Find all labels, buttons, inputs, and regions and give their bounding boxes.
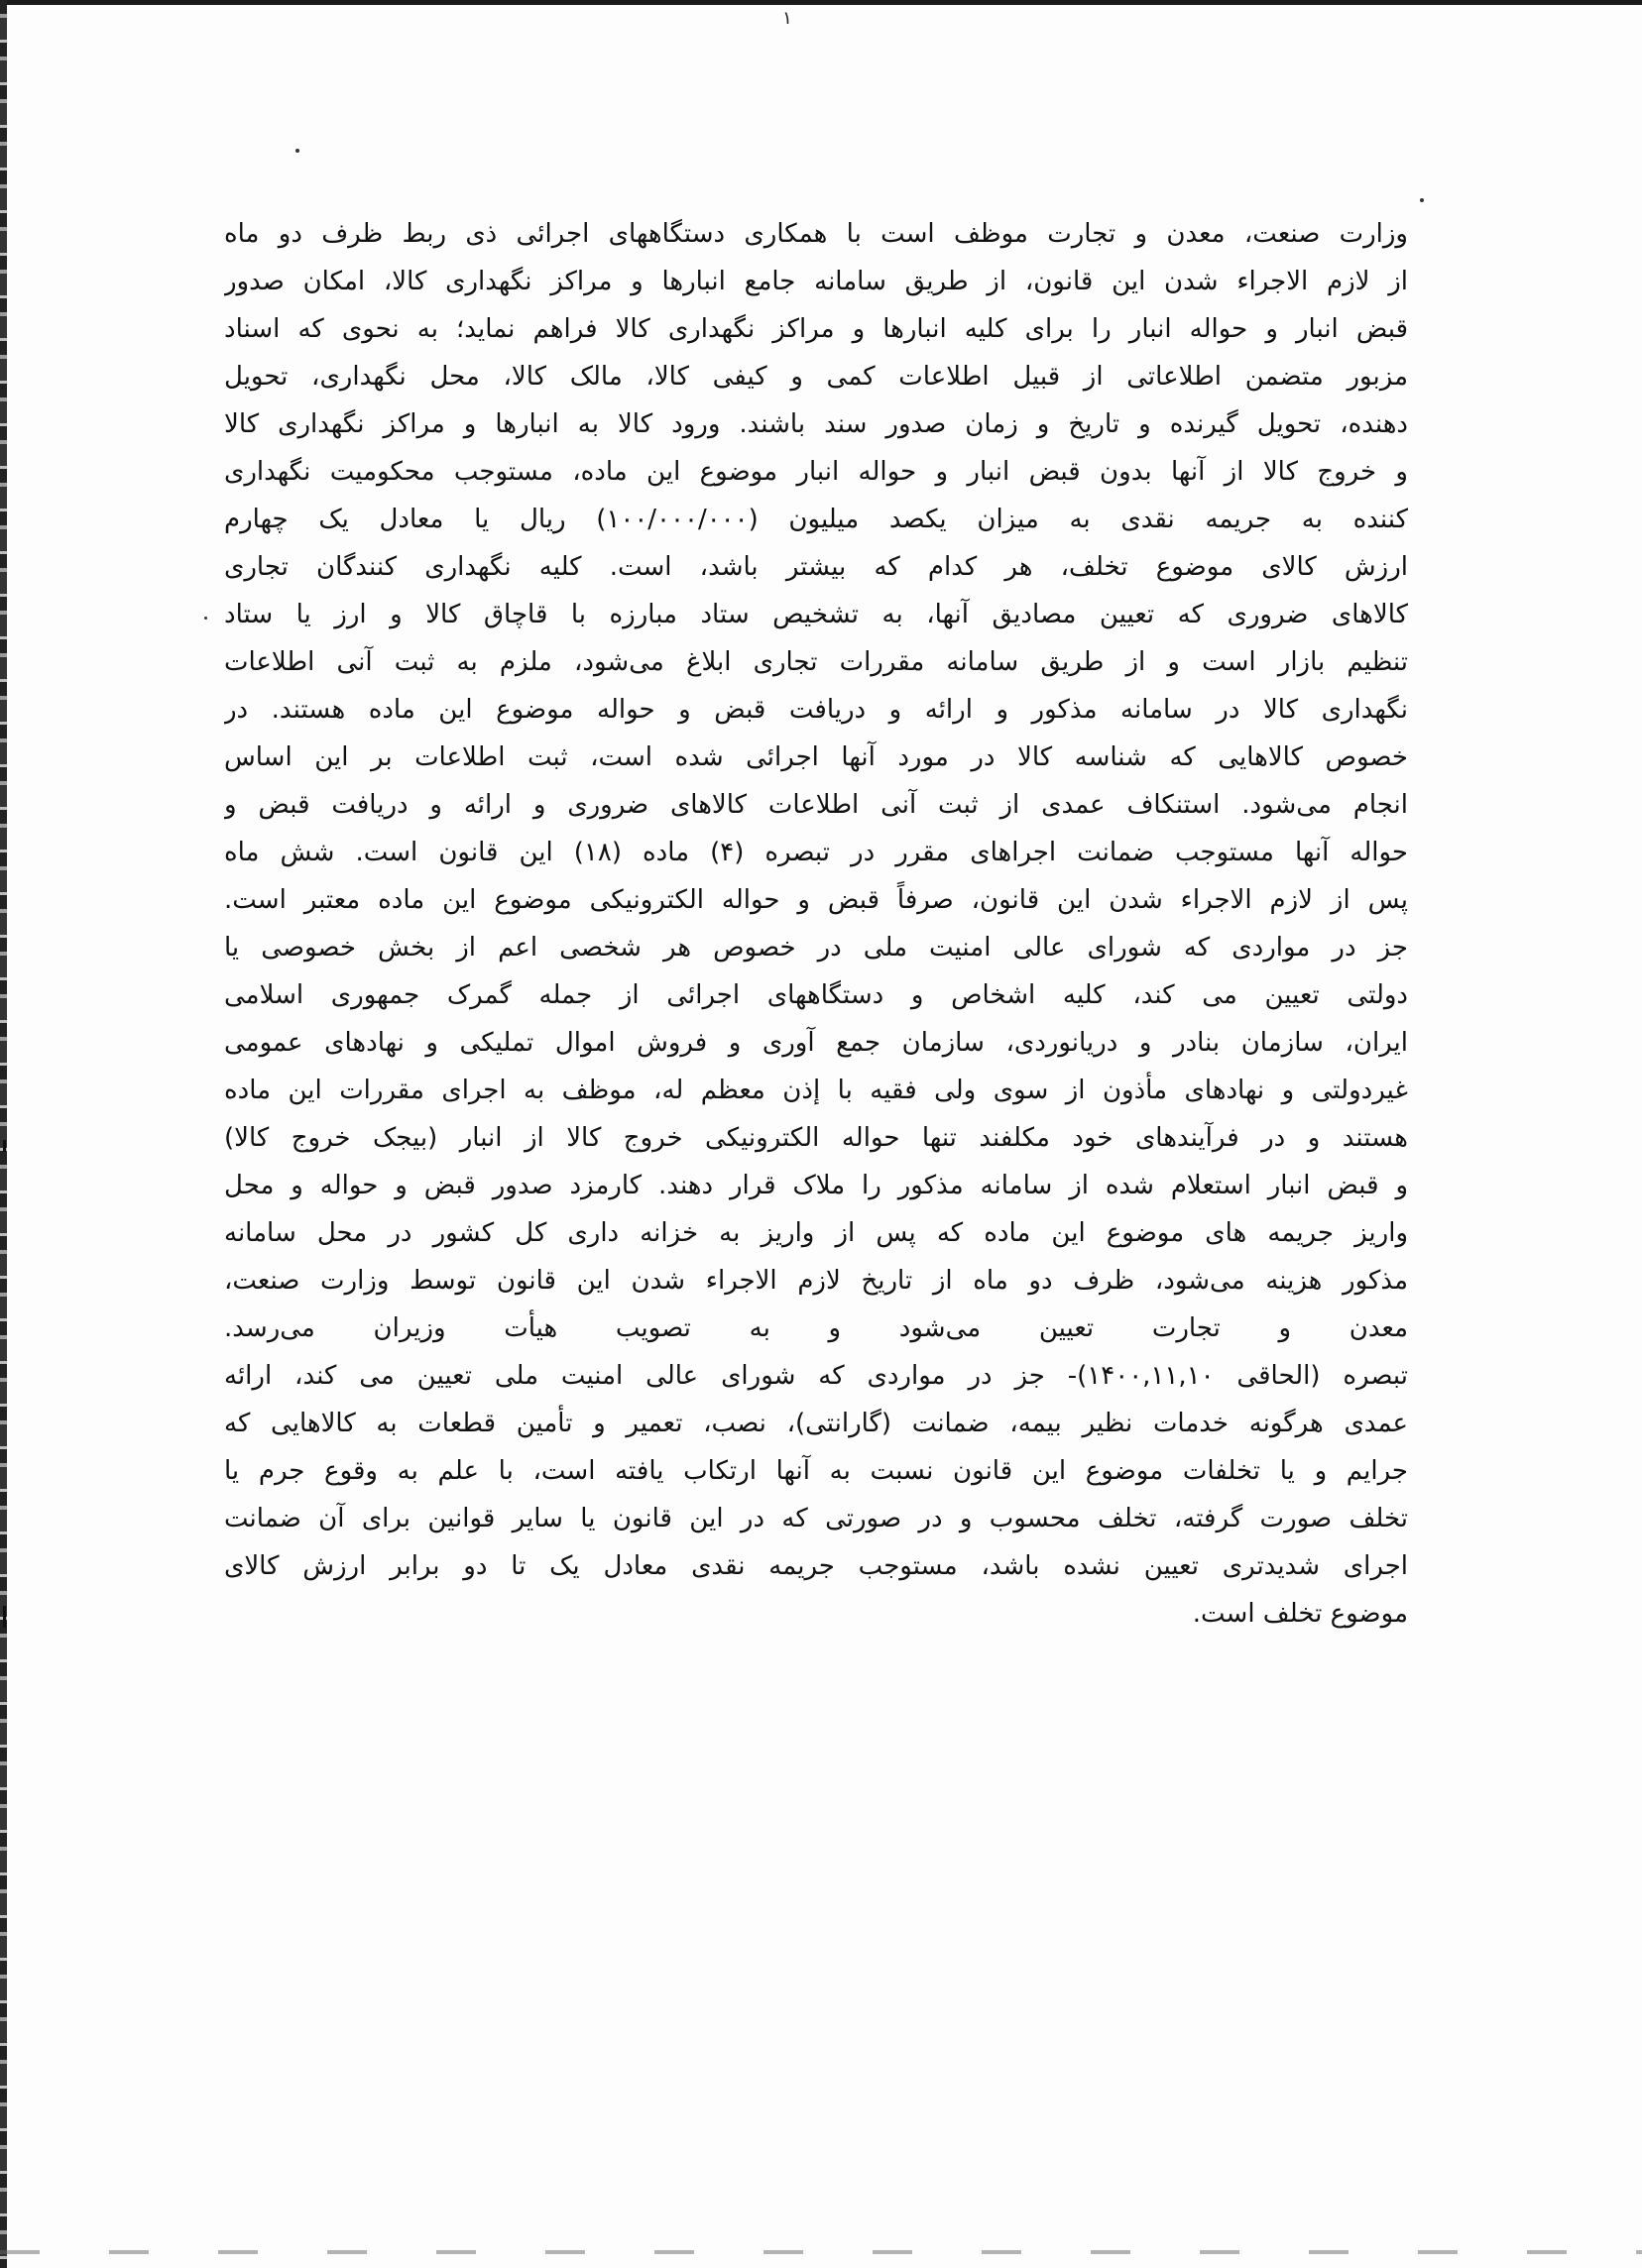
- text-line: وزارت صنعت، معدن و تجارت موظف است با همکاری دستگاههای اجرائی ذی ربط ظرف دو ماه: [224, 219, 1408, 249]
- text-line: هستند و در فرآیندهای خود مکلفند تنها حواله الکترونیکی خروج کالا از انبار (بیجک خروج کالا): [224, 1123, 1408, 1153]
- text-line: از لازم الاجراء شدن این قانون، از طریق سامانه جامع انبارها و مراکز نگهداری کالا، امکان صدور: [224, 267, 1408, 296]
- scan-top-edge: [0, 0, 1642, 5]
- note-text-line: جرایم و یا تخلفات موضوع این قانون نسبت به آنها ارتکاب یافته است، با علم به وقوع جرم یا: [224, 1456, 1408, 1486]
- text-line: و خروج کالا از آنها بدون قبض انبار و حواله انبار موضوع این ماده، مستوجب محکومیت نگهداری: [224, 457, 1408, 487]
- text-line: پس از لازم الاجراء شدن این قانون، صرفاً قبض و حواله الکترونیکی موضوع این ماده معتبر است.: [224, 885, 1408, 915]
- text-line: کننده به جریمه نقدی به میزان یکصد میلیون (۱۰۰/۰۰۰/۰۰۰) ریال یا معادل یک چهارم: [224, 505, 1408, 534]
- scan-left-edge: [0, 0, 7, 2268]
- note-text-line: موضوع تخلف است.: [1192, 1599, 1408, 1629]
- text-line: مزبور متضمن اطلاعاتی از قبیل اطلاعات کمی و کیفی کالا، مالک کالا، محل نگهداری، تحویل: [224, 362, 1408, 392]
- text-line: خصوص کالاهایی که شناسه کالا در مورد آنها اجرائی شده است، ثبت اطلاعات بر این اساس: [224, 742, 1408, 772]
- text-line: دهنده، تحویل گیرنده و تاریخ و زمان صدور سند باشند. ورود کالا به انبارها و مراکز نگهداری کالا: [224, 409, 1408, 439]
- text-line: کالاهای ضروری که تعیین مصادیق آنها، به تشخیص ستاد مبارزه با قاچاق کالا و ارز یا ستاد: [224, 600, 1408, 629]
- scan-speck: [295, 149, 299, 153]
- text-line: معدن و تجارت تعیین می‌شود و به تصویب هیأت وزیران می‌رسد.: [224, 1313, 1408, 1343]
- note-text-line: تخلف صورت گرفته، تخلف محسوب و در صورتی که در این قانون یا سایر قوانین برای آن ضمانت: [224, 1504, 1408, 1533]
- text-line: غیردولتی و نهادهای مأذون از سوی ولی فقیه با إذن معظم له، موظف به اجرای مقررات این ماده: [224, 1076, 1408, 1105]
- text-line: حواله آنها مستوجب ضمانت اجراهای مقرر در تبصره (۴) ماده (۱۸) این قانون است. شش ماه: [224, 838, 1408, 867]
- text-line: و قبض انبار استعلام شده از سامانه مذکور را ملاک قرار دهند. کارمزد صدور قبض و حواله و محل: [224, 1171, 1408, 1200]
- scan-speck: [1420, 198, 1424, 202]
- margin-mark: [3, 1140, 6, 1152]
- text-line: قبض انبار و حواله انبار را برای کلیه انبارها و مراکز نگهداری کالا فراهم نماید؛ به نحوی که اسناد: [224, 314, 1408, 344]
- text-line: نگهداری کالا در سامانه مذکور و ارائه و دریافت قبض و حواله موضوع این ماده هستند. در: [224, 695, 1408, 725]
- text-line: مذکور هزینه می‌شود، ظرف دو ماه از تاریخ لازم الاجراء شدن این قانون توسط وزارت صنعت،: [224, 1266, 1408, 1296]
- text-line: واریز جریمه های موضوع این ماده که پس از واریز به خزانه داری کل کشور در محل سامانه: [224, 1218, 1408, 1248]
- note-text-line: عمدی هرگونه خدمات نظیر بیمه، ضمانت (گارانتی)، نصب، تعمیر و تأمین قطعات به کالاهایی که: [224, 1409, 1408, 1438]
- text-line: انجام می‌شود. استنکاف عمدی از ثبت آنی اطلاعات کالاهای ضروری و ارائه و دریافت قبض و: [224, 790, 1408, 820]
- margin-mark: [3, 1606, 6, 1628]
- text-line: ایران، سازمان بنادر و دریانوردی، سازمان جمع آوری و فروش اموال تملیکی و نهادهای عمومی: [224, 1028, 1408, 1058]
- text-line: تنظیم بازار است و از طریق سامانه مقررات تجاری ابلاغ می‌شود، ملزم به ثبت آنی اطلاعات: [224, 647, 1408, 677]
- text-line: ارزش کالای موضوع تخلف، هر کدام که بیشتر باشد، است. کلیه نگهداری کنندگان تجاری: [224, 552, 1408, 582]
- law-article-text: [224, 210, 1408, 1638]
- text-line: دولتی تعیین می کند، کلیه اشخاص و دستگاههای اجرائی از جمله گمرک جمهوری اسلامی: [224, 980, 1408, 1010]
- note-text-line: تبصره (الحاقی ۱۴۰۰,۱۱,۱۰)- جز در مواردی که شورای عالی امنیت ملی تعیین می کند، ارائه: [224, 1361, 1408, 1391]
- page-number: ۱: [782, 8, 792, 29]
- scan-bottom-edge: [0, 2250, 1642, 2254]
- note-text-line: اجرای شدیدتری تعیین نشده باشد، مستوجب جریمه نقدی معادل یک تا دو برابر ارزش کالای: [224, 1551, 1408, 1581]
- scan-speck: [204, 617, 207, 620]
- text-line: جز در مواردی که شورای عالی امنیت ملی در خصوص هر شخصی اعم از بخش خصوصی یا: [224, 933, 1408, 963]
